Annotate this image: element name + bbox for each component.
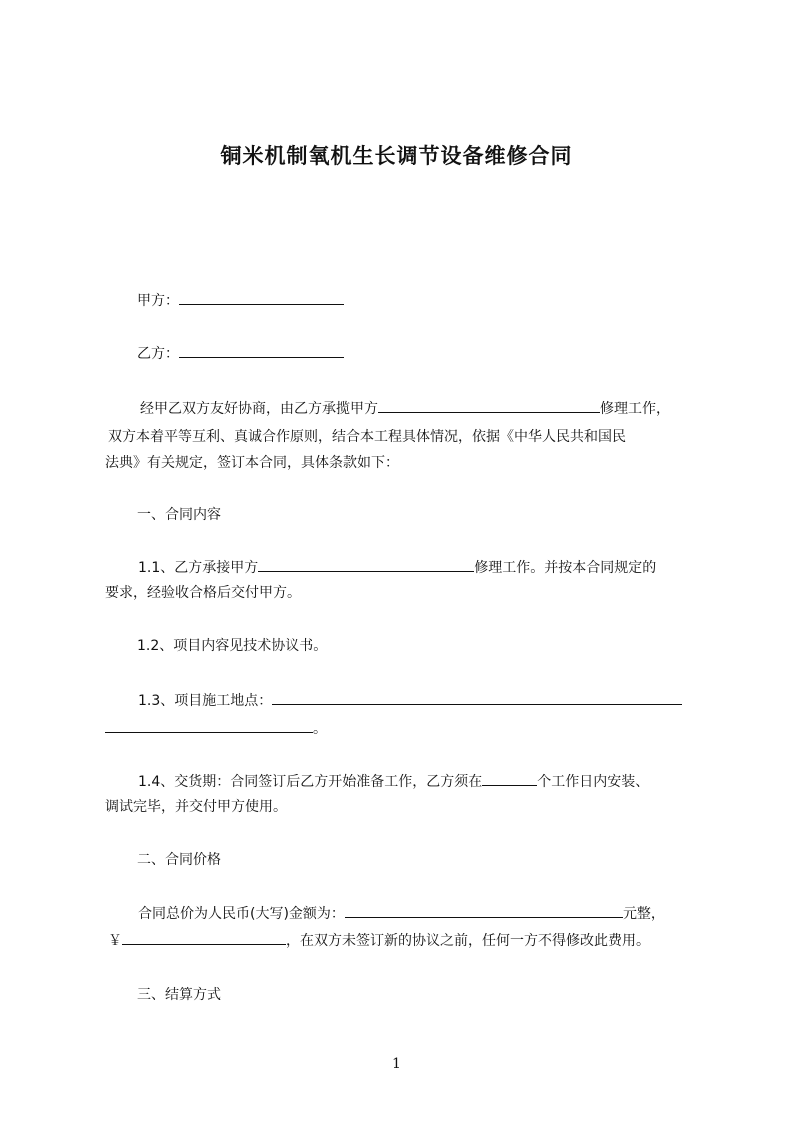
party-a-line	[137, 290, 344, 311]
section-2-heading: 二、合同价格	[137, 852, 221, 868]
price-text-b: 元整，	[622, 906, 665, 922]
clause-1-4	[138, 771, 649, 792]
intro-text-1a: 经甲乙双方友好协商，由乙方承揽甲方	[140, 401, 378, 417]
intro-line-1	[140, 398, 670, 419]
clause-1-4-text-a: 1.4、交货期：合同签订后乙方开始准备工作，乙方须在	[138, 774, 483, 790]
price-text-a: 合同总价为人民币(大写)金额为：	[138, 906, 345, 922]
clause-1-3	[138, 690, 682, 711]
price-line-2	[108, 930, 650, 951]
repair-item-blank[interactable]	[378, 398, 600, 413]
party-a-blank[interactable]	[179, 290, 344, 305]
location-blank-2[interactable]	[105, 718, 313, 733]
clause-1-3-text: 1.3、项目施工地点：	[138, 693, 273, 709]
party-b-blank[interactable]	[179, 343, 344, 358]
intro-line-2: 双方本着平等互利、真诚合作原则，结合本工程具体情况，依据《中华人民共和国民	[108, 429, 626, 445]
yuan-symbol: ￥	[108, 933, 122, 949]
workdays-blank[interactable]	[482, 771, 537, 786]
clause-1-1-line-2: 要求，经验收合格后交付甲方。	[105, 585, 301, 601]
document-title: 铜米机制氧机生长调节设备维修合同	[220, 144, 573, 168]
clause-1-2: 1.2、项目内容见技术协议书。	[137, 638, 328, 654]
party-b-label: 乙方：	[137, 346, 179, 362]
page-number: 1	[392, 1056, 401, 1072]
location-blank-1[interactable]	[272, 690, 682, 705]
section-1-heading: 一、合同内容	[137, 507, 221, 523]
clause-1-1-blank[interactable]	[258, 557, 474, 572]
intro-text-1b: 修理工作，	[600, 401, 670, 417]
price-words-blank[interactable]	[345, 903, 623, 918]
section-3-heading: 三、结算方式	[137, 987, 221, 1003]
clause-1-1-text-a: 1.1、乙方承接甲方	[138, 560, 259, 576]
intro-line-3: 法典》有关规定，签订本合同，具体条款如下：	[105, 455, 399, 471]
price-line-1	[138, 903, 665, 924]
clause-1-1-text-b: 修理工作。并按本合同规定的	[474, 560, 657, 576]
clause-1-3-line-2	[105, 718, 327, 739]
price-number-blank[interactable]	[122, 930, 286, 945]
clause-1-3-end: 。	[313, 721, 327, 737]
price-text-c: ，在双方未签订新的协议之前，任何一方不得修改此费用。	[286, 933, 650, 949]
clause-1-1	[138, 557, 656, 578]
party-b-line	[137, 343, 344, 364]
clause-1-4-text-b: 个工作日内安装、	[537, 774, 650, 790]
party-a-label: 甲方：	[137, 293, 179, 309]
clause-1-4-line-2: 调试完毕，并交付甲方使用。	[105, 799, 287, 815]
